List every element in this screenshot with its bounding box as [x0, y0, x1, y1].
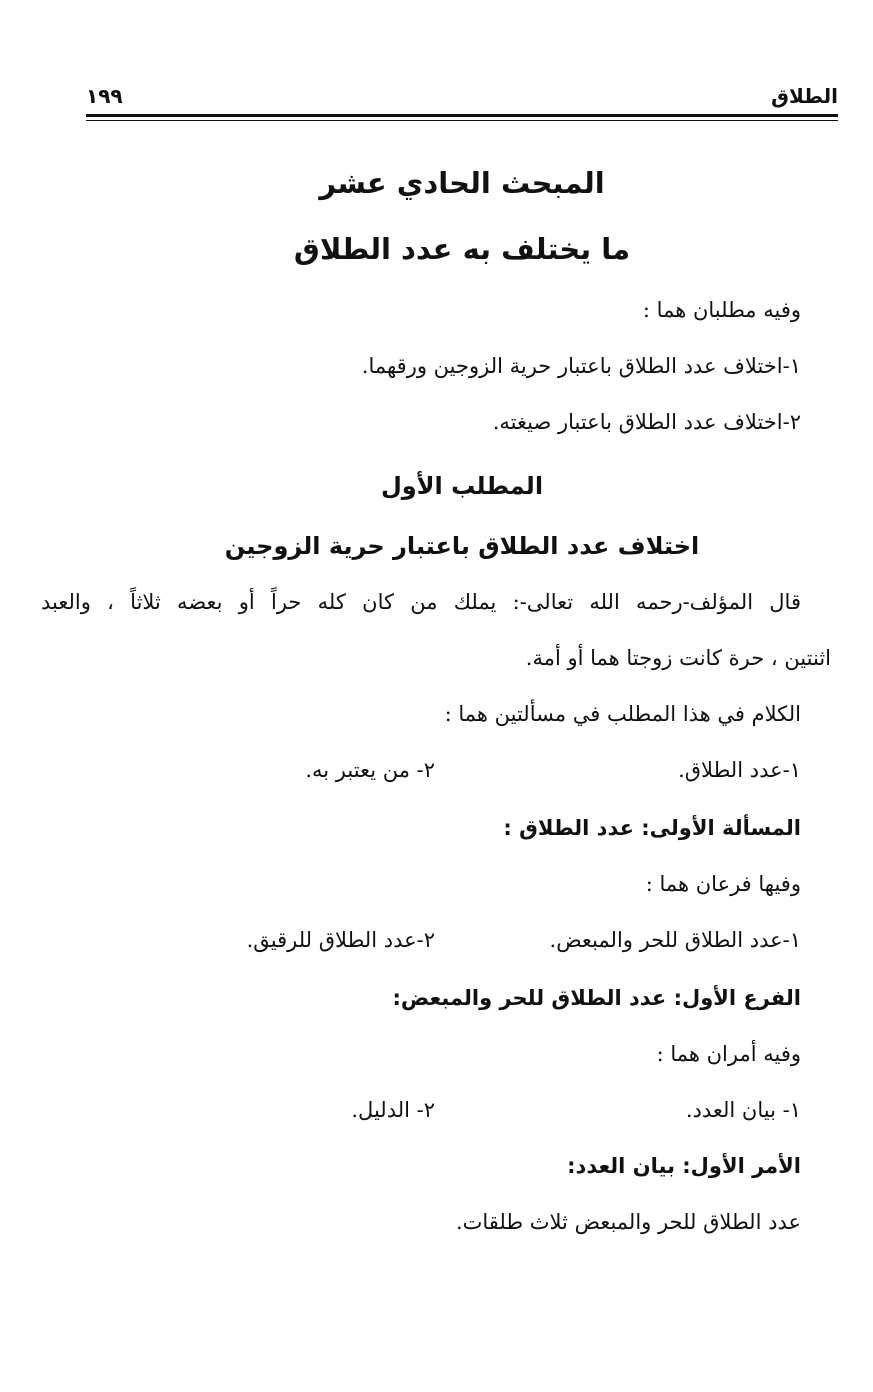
discussion-lead: الكلام في هذا المطلب في مسألتين هما : — [444, 702, 801, 726]
issue1-item-2: ٢-عدد الطلاق للرقيق. — [246, 928, 435, 952]
section-title: اختلاف عدد الطلاق باعتبار حرية الزوجين — [224, 532, 700, 560]
chapter-heading: المبحث الحادي عشر — [319, 166, 605, 200]
issue1-item-1: ١-عدد الطلاق للحر والمبعض. — [549, 928, 801, 952]
section-heading: المطلب الأول — [380, 472, 544, 500]
intro-item-2: ٢-اختلاف عدد الطلاق باعتبار صيغته. — [492, 410, 801, 434]
quote-line-1: قال المؤلف-رحمه الله تعالى-: يملك من كان كله حراً أو بعضه ثلاثاً ، والعبد — [41, 590, 801, 614]
discussion-item-1: ١-عدد الطلاق. — [678, 758, 801, 782]
branch1-lead: وفيه أمران هما : — [656, 1042, 801, 1066]
discussion-item-2: ٢- من يعتبر به. — [305, 758, 435, 782]
header-rule-thin — [86, 120, 838, 121]
page-number: ١٩٩ — [86, 84, 123, 108]
issue1-lead: وفيها فرعان هما : — [645, 872, 801, 896]
branch1-item-2: ٢- الدليل. — [351, 1098, 435, 1122]
branch1-item-1: ١- بيان العدد. — [685, 1098, 801, 1122]
intro-item-1: ١-اختلاف عدد الطلاق باعتبار حرية الزوجين ورقهما. — [361, 354, 801, 378]
branch1-title: الفرع الأول: عدد الطلاق للحر والمبعض: — [392, 986, 801, 1010]
running-title: الطلاق — [771, 84, 838, 108]
subject-heading: ما يختلف به عدد الطلاق — [293, 232, 631, 266]
issue1-title: المسألة الأولى: عدد الطلاق : — [503, 816, 801, 840]
intro-lead: وفيه مطلبان هما : — [642, 298, 801, 322]
header-rule-thick — [86, 114, 838, 117]
matter1-text: عدد الطلاق للحر والمبعض ثلاث طلقات. — [455, 1210, 801, 1234]
matter1-title: الأمر الأول: بيان العدد: — [567, 1154, 801, 1178]
page-header — [86, 84, 838, 112]
quote-line-2: اثنتين ، حرة كانت زوجتا هما أو أمة. — [525, 646, 831, 670]
